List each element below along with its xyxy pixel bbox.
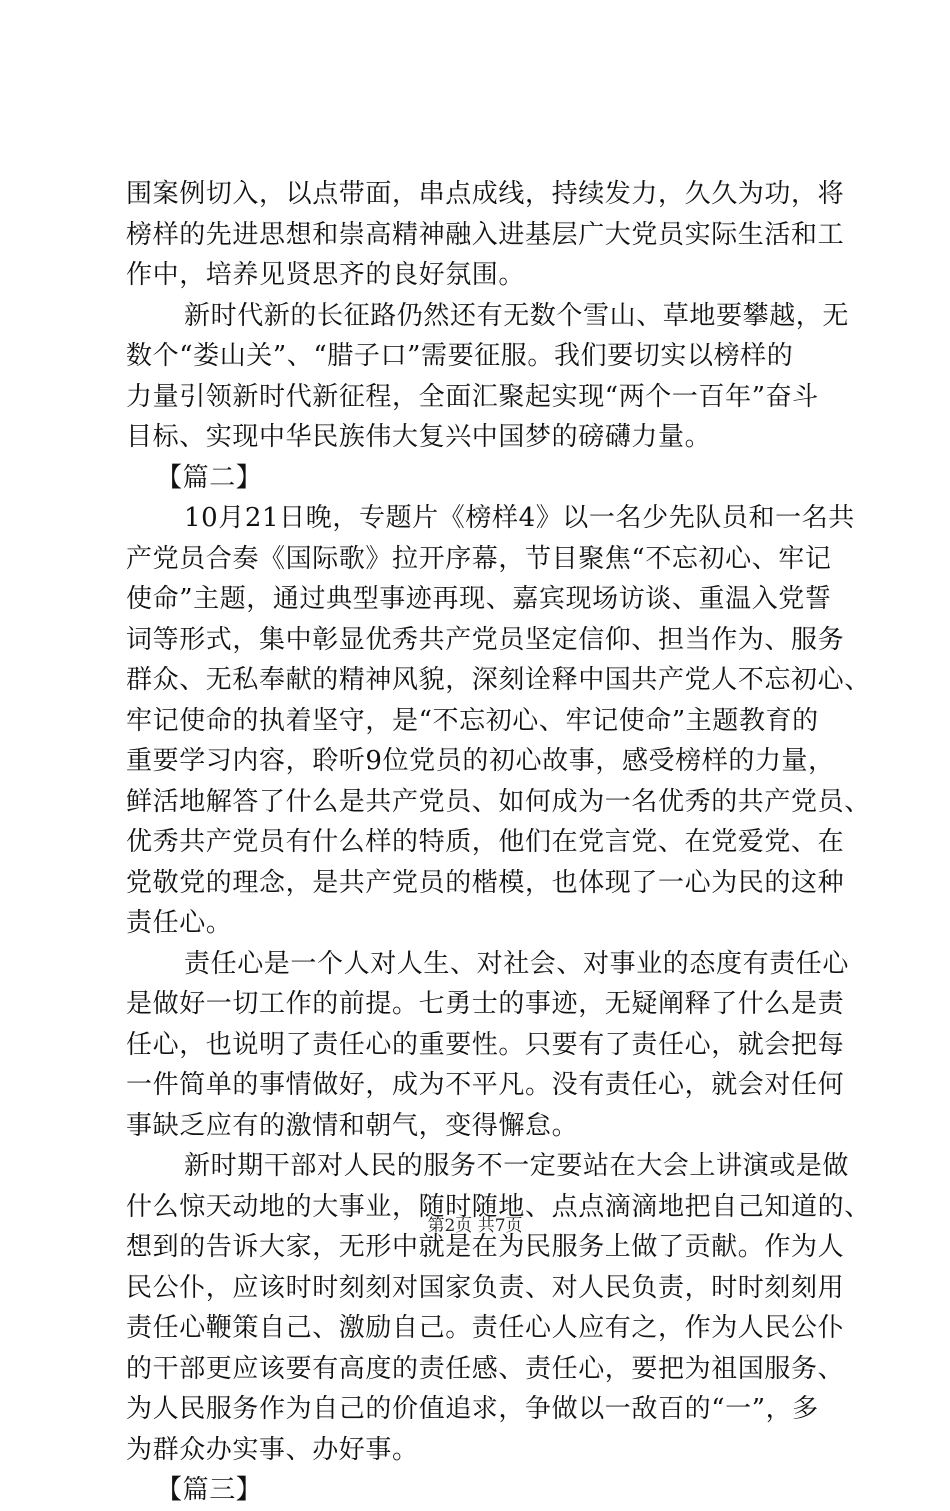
text-line: 想到的告诉大家，无形中就是在为民服务上做了贡献。作为人 <box>126 1232 845 1262</box>
text-line: 产党员合奏《国际歌》拉开序幕，节目聚焦“不忘初心、牢记 <box>126 543 832 574</box>
text-line: 什么惊天动地的大事业，随时随地、点点滴滴地把自己知道的、 <box>126 1191 871 1222</box>
text-line: 围案例切入，以点带面，串点成线，持续发力，久久为功，将 <box>126 179 845 209</box>
text-line: 力量引领新时代新征程，全面汇聚起实现“两个一百年”奋斗 <box>126 381 819 412</box>
text-line: 目标、实现中华民族伟大复兴中国梦的磅礴力量。 <box>126 422 712 452</box>
text-line: 为人民服务作为自己的价值追求，争做以一敌百的“一”，多 <box>126 1394 819 1424</box>
text-line: 责任心是一个人对人生、对社会、对事业的态度有责任心 <box>184 948 850 979</box>
text-line: 民公仆，应该时时刻刻对国家负责、对人民负责，时时刻刻用 <box>126 1272 845 1303</box>
text-line: 责任心。 <box>126 908 233 938</box>
page-footer: 第2页 共7页 <box>427 1216 523 1236</box>
text-line: 新时代新的长征路仍然还有无数个雪山、草地要攀越，无 <box>184 300 850 331</box>
text-line: 榜样的先进思想和崇高精神融入进基层广大党员实际生活和工 <box>126 219 845 250</box>
text-line: 词等形式，集中彰显优秀共产党员坚定信仰、担当作为、服务 <box>126 624 845 655</box>
text-line: 数个“娄山关”、“腊子口”需要征服。我们要切实以榜样的 <box>126 341 794 371</box>
text-line: 事缺乏应有的激情和朝气，变得懈怠。 <box>126 1110 579 1141</box>
text-line: 作中，培养见贤思齐的良好氛围。 <box>126 260 526 290</box>
text-line: 责任心鞭策自己、激励自己。责任心人应有之，作为人民公仆 <box>126 1313 845 1343</box>
text-line: 群众、无私奉献的精神风貌，深刻诠释中国共产党人不忘初心、 <box>126 665 871 695</box>
text-line: 的干部更应该要有高度的责任感、责任心，要把为祖国服务、 <box>126 1353 845 1384</box>
text-line: 任心，也说明了责任心的重要性。只要有了责任心，就会把每 <box>126 1029 845 1060</box>
text-line: 一件简单的事情做好，成为不平凡。没有责任心，就会对任何 <box>126 1070 845 1100</box>
section-heading: 【篇三】 <box>156 1475 263 1505</box>
text-line: 党敬党的理念，是共产党员的楷模，也体现了一心为民的这种 <box>126 867 845 898</box>
document-body <box>126 174 871 1511</box>
text-line: 使命”主题，通过典型事迹再现、嘉宾现场访谈、重温入党誓 <box>126 584 832 614</box>
text-line: 鲜活地解答了什么是共产党员、如何成为一名优秀的共产党员、 <box>126 786 871 817</box>
text-line: 重要学习内容，聆听9位党员的初心故事，感受榜样的力量， <box>126 746 835 776</box>
text-line: 优秀共产党员有什么样的特质，他们在党言党、在党爱党、在 <box>126 827 845 857</box>
text-line: 10月21日晚，专题片《榜样4》以一名少先队员和一名共 <box>184 503 855 533</box>
text-line: 是做好一切工作的前提。七勇士的事迹，无疑阐释了什么是责 <box>126 989 845 1019</box>
text-line: 为群众办实事、办好事。 <box>126 1434 419 1465</box>
text-line: 新时期干部对人民的服务不一定要站在大会上讲演或是做 <box>184 1151 850 1181</box>
section-heading: 【篇二】 <box>156 462 263 493</box>
text-line: 牢记使命的执着坚守，是“不忘初心、牢记使命”主题教育的 <box>126 705 819 736</box>
